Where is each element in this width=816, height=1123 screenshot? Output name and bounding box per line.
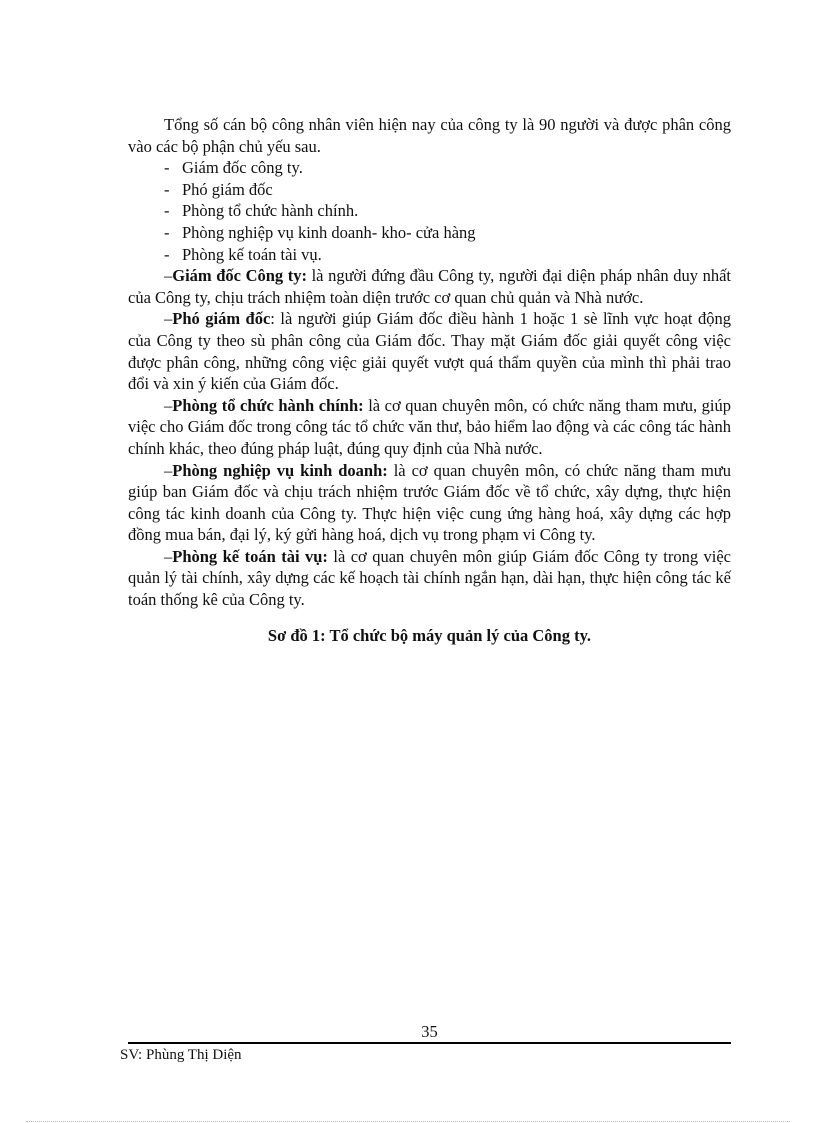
page-bottom-dotted-line	[26, 1121, 790, 1122]
bullet-dash: -	[164, 201, 170, 221]
footer-divider	[128, 1042, 731, 1044]
page-number: 35	[421, 1022, 438, 1041]
paragraph-to-chuc-hanh-chinh: –Phòng tổ chức hành chính: là cơ quan chuyên môn, có chức năng tham mưu, giúp việc cho Giám đốc trong công tác tổ chức văn thư, bảo hiểm lao động và các công tác hành chính khác, theo đúng pháp luật, đúng quy định của Nhà nước.	[128, 395, 731, 458]
bullet-dash: -	[164, 244, 170, 264]
footer-author: SV: Phùng Thị Diện	[120, 1047, 242, 1063]
document-body	[128, 114, 731, 646]
paragraph-pho-giam-doc: –Phó giám đốc: là người giúp Giám đốc điều hành 1 hoặc 1 sè lĩnh vực hoạt động của Công ty theo sù phân công của Giám đốc. Thay mặt Giám đốc giải quyết công việc được phân công, những công việc giải quyết vượt quá thẩm quyền của mình thì phải trao đổi và xin ý kiến của Giám đốc.	[128, 309, 731, 394]
list-item: - Phòng nghiệp vụ kinh doanh- kho- cửa hàng	[164, 222, 476, 242]
bullet-dash: -	[164, 179, 170, 199]
paragraph-giam-doc: –Giám đốc Công ty: là người đứng đầu Công ty, người đại diện pháp nhân duy nhất của Công ty, chịu trách nhiệm toàn diện trước cơ quan chủ quản và Nhà nước.	[128, 266, 731, 307]
list-item: - Giám đốc công ty.	[164, 158, 303, 178]
bullet-dash: -	[164, 222, 170, 242]
intro-paragraph: Tổng số cán bộ công nhân viên hiện nay của công ty là 90 người và được phân công vào các bộ phận chủ yếu sau.	[128, 115, 731, 156]
paragraph-nghiep-vu-kinh-doanh: –Phòng nghiệp vụ kinh doanh: là cơ quan chuyên môn, có chức năng tham mưu giúp ban Giám đốc và chịu trách nhiệm trước Giám đốc về tổ chức, xây dựng, thực hiện công tác kinh doanh của Công ty. Thực hiện việc cung ứng hàng hoá, xây dựng các hợp đồng mua bán, đại lý, ký gửi hàng hoá, dịch vụ trong phạm vi Công ty.	[128, 460, 731, 545]
figure-caption: Sơ đồ 1: Tổ chức bộ máy quản lý của Công ty.	[267, 625, 592, 645]
list-item: - Phòng kế toán tài vụ.	[164, 244, 322, 264]
paragraph-ke-toan-tai-vu: –Phòng kế toán tài vụ: là cơ quan chuyên môn giúp Giám đốc Công ty trong việc quản lý tài chính, xây dựng các kế hoạch tài chính ngắn hạn, dài hạn, thực hiện công tác kế toán thống kê của Công ty.	[128, 546, 731, 610]
list-item: - Phòng tổ chức hành chính.	[164, 201, 359, 221]
bullet-dash: -	[164, 158, 170, 178]
list-item: - Phó giám đốc	[164, 179, 273, 199]
